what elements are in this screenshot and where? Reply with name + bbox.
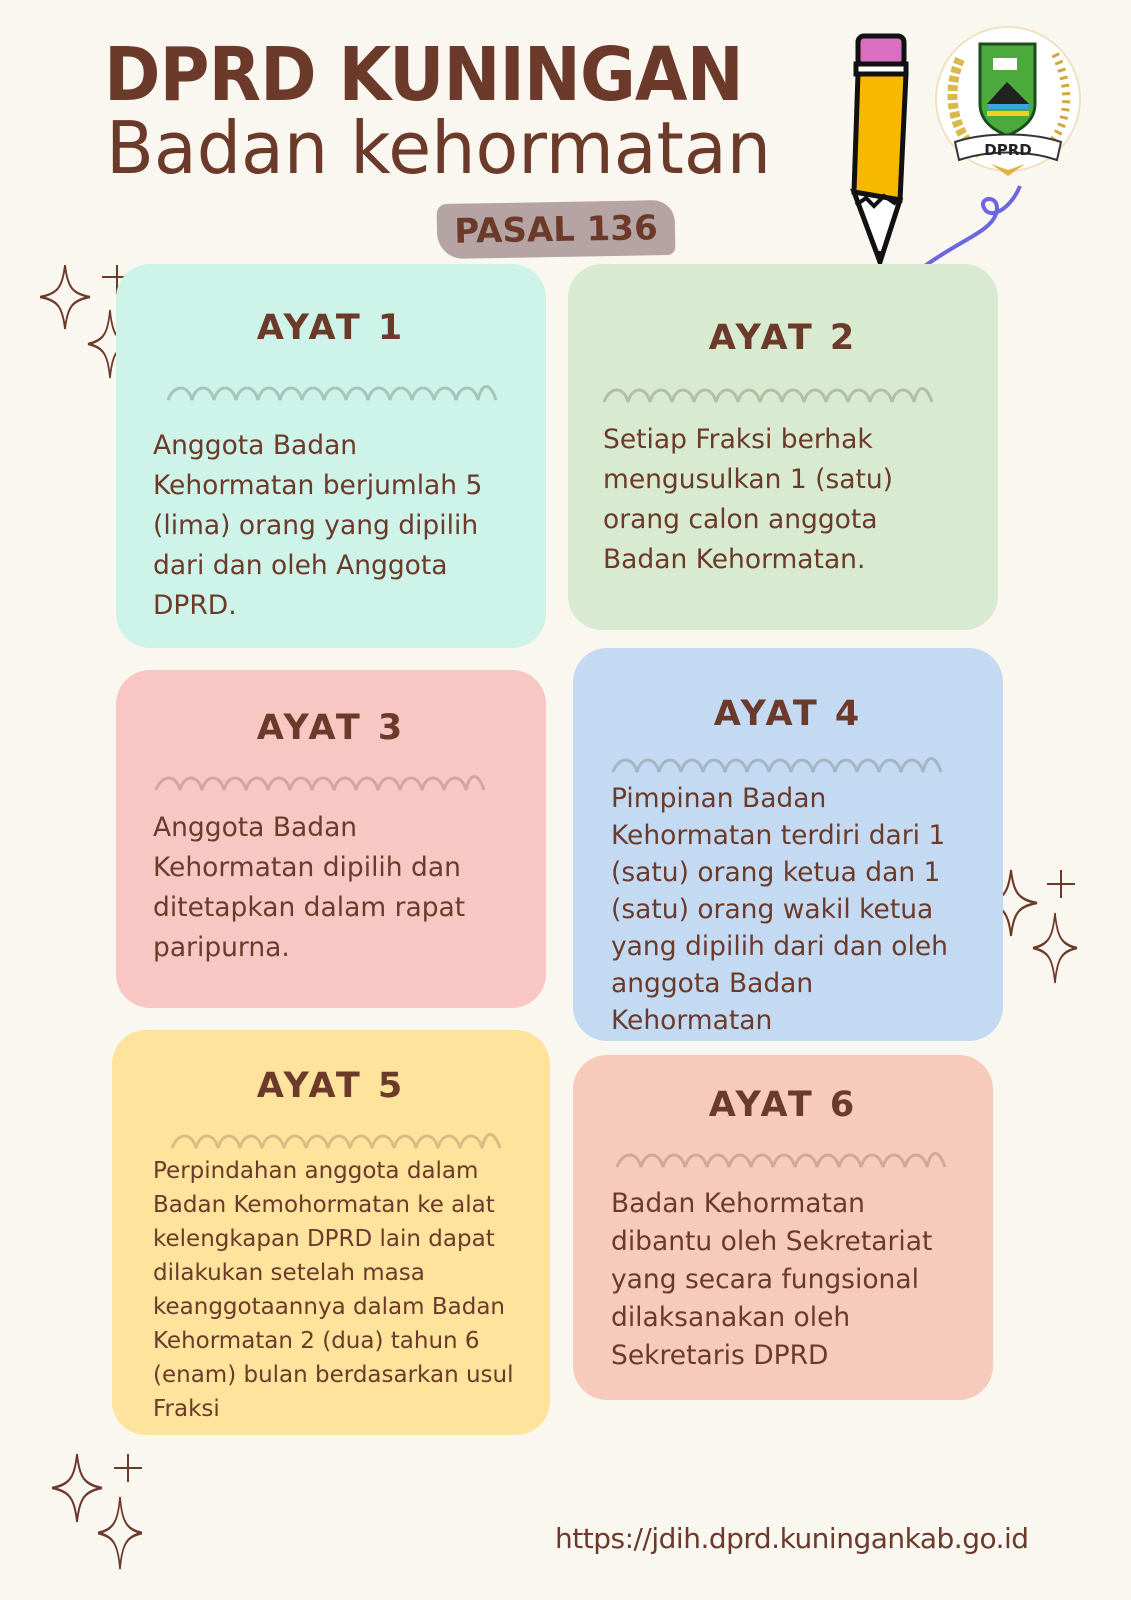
- ayat-2-card: [568, 264, 998, 630]
- card-line: Sekretaris DPRD: [611, 1340, 829, 1371]
- card-title: AYAT 3: [256, 708, 406, 748]
- card-line: DPRD.: [153, 590, 237, 621]
- card-line: Anggota Badan: [153, 430, 358, 461]
- dprd-logo: [935, 14, 1085, 184]
- card-line: yang dipilih dari dan oleh: [611, 931, 948, 962]
- sparkle-icon: [52, 1452, 152, 1572]
- wave-divider: [154, 770, 486, 796]
- card-line: anggota Badan: [611, 968, 814, 999]
- card-line: (satu) orang wakil ketua: [611, 894, 934, 925]
- card-title: AYAT 4: [713, 694, 863, 734]
- card-line: Fraksi: [153, 1396, 220, 1422]
- card-line: ditetapkan dalam rapat: [153, 892, 466, 923]
- card-line: Kehormatan: [611, 1005, 773, 1036]
- page-subtitle: Badan kehormatan: [106, 106, 771, 190]
- card-line: dilaksanakan oleh: [611, 1302, 851, 1333]
- card-line: orang calon anggota: [603, 504, 878, 535]
- card-line: keanggotaannya dalam Badan: [153, 1294, 506, 1320]
- card-line: (lima) orang yang dipilih: [153, 510, 479, 541]
- card-body: [568, 408, 998, 580]
- card-line: (satu) orang ketua dan 1: [611, 857, 941, 888]
- card-line: dilakukan setelah masa: [153, 1260, 425, 1286]
- card-line: Badan Kemohormatan ke alat: [153, 1192, 495, 1218]
- card-line: Anggota Badan: [153, 812, 358, 843]
- card-line: (enam) bulan berdasarkan usul: [153, 1362, 514, 1388]
- ayat-3-card: [116, 670, 546, 1008]
- wave-divider: [170, 1128, 502, 1154]
- card-line: yang secara fungsional: [611, 1264, 919, 1295]
- ayat-5-card: [112, 1030, 550, 1435]
- swirl-decoration: [920, 180, 1030, 270]
- card-title: AYAT 5: [256, 1066, 406, 1106]
- card-line: Kehormatan dipilih dan: [153, 852, 461, 883]
- footer-url[interactable]: https://jdih.dprd.kuningankab.go.id: [555, 1522, 1029, 1555]
- card-line: Kehormatan 2 (dua) tahun 6: [153, 1328, 480, 1354]
- card-body: [573, 1173, 993, 1375]
- card-line: Kehormatan berjumlah 5: [153, 470, 483, 501]
- pasal-badge-label: PASAL 136: [453, 207, 659, 252]
- card-title: AYAT 6: [708, 1085, 858, 1125]
- pencil-icon: [850, 30, 920, 266]
- card-line: Pimpinan Badan: [611, 783, 827, 814]
- card-line: dari dan oleh Anggota: [153, 550, 448, 581]
- card-line: kelengkapan DPRD lain dapat: [153, 1226, 495, 1252]
- card-line: Kehormatan terdiri dari 1: [611, 820, 946, 851]
- wave-divider: [615, 1147, 947, 1173]
- pasal-badge: [437, 200, 676, 259]
- card-line: Badan Kehormatan.: [603, 544, 866, 575]
- ayat-4-card: [573, 648, 1003, 1041]
- ayat-6-card: [573, 1055, 993, 1400]
- wave-divider: [602, 382, 934, 408]
- card-title: AYAT 1: [256, 308, 406, 348]
- card-title: AYAT 2: [708, 318, 858, 358]
- card-line: Setiap Fraksi berhak: [603, 424, 873, 455]
- ayat-1-card: [116, 264, 546, 648]
- card-body: [112, 1154, 550, 1426]
- page-title: DPRD KUNINGAN: [104, 32, 743, 118]
- svg-text:DPRD: DPRD: [984, 141, 1032, 159]
- wave-divider: [611, 752, 943, 778]
- card-body: [116, 406, 546, 626]
- card-line: Perpindahan anggota dalam: [153, 1158, 479, 1184]
- card-body: [573, 778, 1003, 1039]
- card-line: Badan Kehormatan: [611, 1188, 865, 1219]
- card-line: dibantu oleh Sekretariat: [611, 1226, 933, 1257]
- card-line: mengusulkan 1 (satu): [603, 464, 894, 495]
- wave-divider: [166, 380, 498, 406]
- card-body: [116, 796, 546, 968]
- card-line: paripurna.: [153, 932, 290, 963]
